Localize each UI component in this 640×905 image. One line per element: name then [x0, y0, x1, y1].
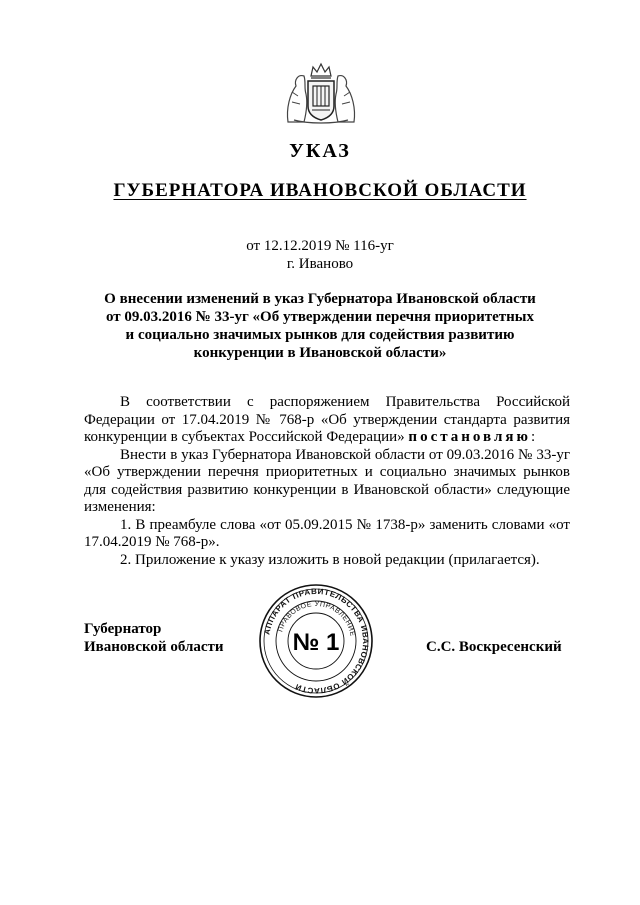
body-paragraph-preamble [84, 394, 570, 447]
signature-name: С.С. Воскресенский [426, 639, 562, 655]
preamble-text: В соответствии с распоряжением Правительства Российской Федерации от 17.04.2019 № 768-р «Об утверждении стандарта развития конкуренции в субъектах Российской Федерации» [84, 394, 570, 445]
decree-subtitle [0, 180, 640, 202]
decree-subtitle-text: ГУБЕРНАТОРА ИВАНОВСКОЙ ОБЛАСТИ [113, 180, 527, 201]
resolve-word: постановляю [408, 429, 531, 445]
decree-city: г. Иваново [286, 256, 354, 272]
heading-line: от 09.03.2016 № 33-уг «Об утверждении перечня приоритетных [106, 309, 534, 325]
preamble-colon: : [530, 429, 536, 445]
decree-body [84, 394, 570, 569]
heading-line: конкуренции в Ивановской области» [193, 345, 447, 361]
coat-of-arms-icon [284, 62, 358, 124]
body-paragraph-amend: Внести в указ Губернатора Ивановской области от 09.03.2016 № 33-уг «Об утверждении перечня приоритетных и социально значимых рынков для содействия развитию конкуренции в Ивановской области» следующие изменения: [84, 446, 570, 515]
signature-title-line-2: Ивановской области [84, 639, 224, 655]
signature-title [84, 620, 224, 656]
stamp-inner-text: ПРАВОВОЕ УПРАВЛЕНИЕ [277, 600, 356, 638]
decree-title: УКАЗ [289, 140, 351, 162]
decree-heading [90, 290, 550, 362]
official-stamp [258, 583, 374, 699]
signature-title-line-1: Губернатор [84, 621, 162, 637]
body-paragraph-item-1: 1. В преамбуле слова «от 05.09.2015 № 1738-р» заменить словами «от 17.04.2019 № 768-р». [84, 516, 570, 550]
stamp-number: № 1 [292, 629, 340, 656]
decree-date-number: от 12.12.2019 № 116-уг [246, 238, 394, 254]
body-paragraph-item-2: 2. Приложение к указу изложить в новой редакции (прилагается). [120, 551, 540, 568]
heading-line: О внесении изменений в указ Губернатора Ивановской области [104, 291, 536, 307]
stamp-outer-text: АППАРАТ ПРАВИТЕЛЬСТВА ИВАНОВСКОЙ ОБЛАСТИ [262, 586, 371, 696]
heading-line: и социально значимых рынков для содействия развитию [125, 327, 515, 343]
